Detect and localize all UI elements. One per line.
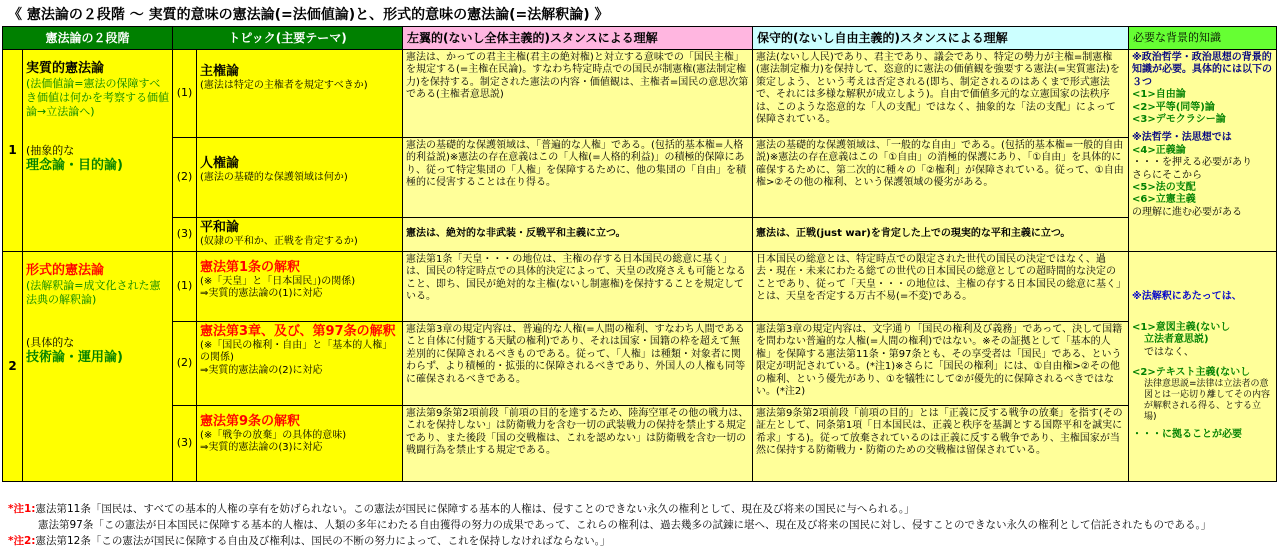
background-item: ではなく、	[1144, 346, 1194, 358]
background-item: <1>自由論	[1132, 89, 1186, 101]
background-item: <6>立憲主義	[1132, 194, 1196, 206]
background-item: 立法者意思説)	[1144, 334, 1209, 346]
footnote	[8, 501, 1211, 517]
footnote-text: 憲法第97条「この憲法が日本国民に保障する基本的人権は、人類の多年にわたる自由獲得の努力の成果であって、これらの権利は、過去幾多の試錬に堪へ、現在及び将来の国民に対し、侵すことのできない永久の権利として信託されたものである。」	[38, 519, 1212, 531]
topic-number: (2)	[173, 322, 197, 406]
page-title: 《 憲法論の２段階 〜 実質的意味の憲法論(=法価値論)と、形式的意味の憲法論(=法解釈論) 》	[8, 7, 609, 23]
background-item: の理解に進む必要がある	[1132, 206, 1243, 218]
topic-cell	[197, 50, 403, 138]
header-topic: トピック(主要テーマ)	[173, 27, 403, 50]
comparison-table	[2, 26, 1277, 482]
left-stance-cell: 憲法の基礎的な保護領域は、「普遍的な人権」である。(包括的基本権=人格的利益説)※憲法の存在意義はこの「人権(=人格的利益)」の積極的保障にあり、従って特定集団の「人権」を保障するために、他の集団の「自由」を積極的に侵害することは在り得る。	[403, 138, 753, 218]
background-item: <5>法の支配	[1132, 182, 1196, 194]
topic-cell	[197, 218, 403, 252]
topic-cell	[197, 252, 403, 322]
background-text: ※政治哲学・政治思想の背景的知識が必要。具体的には以下の３つ	[1132, 52, 1273, 88]
topic-title: 憲法第9条の解釈	[200, 414, 301, 429]
footnote-key: *注1:	[8, 503, 36, 515]
topic-number: (2)	[173, 138, 197, 218]
background-item: <3>デモクラシー論	[1132, 114, 1226, 126]
background-item: さらにそこから	[1132, 169, 1203, 181]
background-cell	[1129, 252, 1277, 482]
left-stance-cell: 憲法は、かっての君主主権(君主の絶対権)と対立する意味での「国民主権」を規定する(=主権在民論)。すなわち特定時点での国民が制憲権(憲法制定権力)を保持する。制定された憲法の内容・価値観は、主権者=国民の意思次第である(主権者意思説)	[403, 50, 753, 138]
footnote	[8, 517, 1211, 533]
topic-title: 憲法第1条の解釈	[200, 260, 301, 275]
topic-title: 主権論	[200, 64, 240, 79]
topic-mapping: ⇒実質的憲法論の(2)に対応	[200, 364, 323, 376]
background-text: ※法哲学・法思想では	[1132, 132, 1232, 144]
footnote	[8, 533, 1211, 549]
right-stance-cell: 憲法は、正戦(just war)を肯定した上での現実的な平和主義に立つ。	[753, 218, 1129, 252]
header-left-stance: 左翼的(ないし全体主義的)スタンスによる理解	[403, 27, 753, 50]
topic-mapping: ⇒実質的憲法論の(3)に対応	[200, 442, 323, 454]
left-stance-cell: 憲法第9条第2項前段「前項の目的を達するため、陸海空軍その他の戦力は、これを保持しない」は防衛戦力を含む一切の武装戦力の保持を禁止する規定であり、また後段「国の交戦権は、これを認めない」は防衛戦を含む一切の戦闘行為を禁止する規定である。	[403, 406, 753, 482]
stage-kind: 理念論・目的論)	[26, 158, 123, 174]
right-stance-cell: 憲法第3章の規定内容は、文字通り「国民の権利及び義務」であって、決して国籍を問わない普遍的な人権(=人間の権利)ではない。※その証拠として「基本的人権」を保障する憲法第11条・第97条とも、その享受者は「国民」である、という限定が明記されている。(*注1)※さらに「国民の権利」には、①自由権>②その他の権利、という優先があり、①を犠牲にして②が優先的に保障されるべきではない。(*注2)	[753, 322, 1129, 406]
stage-title: 形式的憲法論	[26, 263, 105, 278]
topic-title: 人権論	[200, 156, 240, 171]
topic-number: (1)	[173, 50, 197, 138]
stage-cell	[23, 50, 173, 252]
topic-cell	[197, 138, 403, 218]
topic-cell	[197, 406, 403, 482]
topic-number: (3)	[173, 406, 197, 482]
left-stance-cell: 憲法は、絶対的な非武装・反戦平和主義に立つ。	[403, 218, 753, 252]
footnotes	[8, 501, 1211, 549]
topic-desc: (※「天皇」と「日本国民」)の関係)	[200, 276, 356, 287]
stage-desc: (法価値論=憲法の保障すべき価値は何かを考察する価値論→立法論へ)	[26, 77, 169, 118]
background-text: ※法解釈にあたっては、	[1132, 291, 1242, 303]
right-stance-cell: 憲法第9条第2項前段「前項の目的」とは「正義に反する戦争の放棄」を指す(その証左として、同条第1項「日本国民は、正義と秩序を基調とする国際平和を誠実に希求」する)。従って放棄されているのは正義に反する戦争であり、主権国家が当然に保持する防衛戦力・防衛のための交戦権は留保されている。	[753, 406, 1129, 482]
right-stance-cell: 憲法の基礎的な保護領域は、「一般的な自由」である。(包括的基本権=一般的自由説)※憲法の存在意義はこの「①自由」の消極的保護にあり、「①自由」を具体的に確保するために、第二次的に種々の「②権利」が保障されている。従って、①自由権>②その他の権利、という保護領域の優劣がある。	[753, 138, 1129, 218]
stage-number: 2	[3, 252, 23, 482]
stage-number: 1	[3, 50, 23, 252]
stage-cell	[23, 252, 173, 482]
footnote-key: *注2:	[8, 535, 36, 547]
background-item: <2>平等(同等)論	[1132, 101, 1215, 113]
stage-kind-prefix: (抽象的な	[26, 144, 75, 157]
topic-desc: (奴隷の平和か、正戦を肯定するか)	[200, 236, 358, 247]
left-stance-cell: 憲法第1条「天皇・・・の地位は、主権の存する日本国民の総意に基く」は、国民の特定時点での具体的決定によって、天皇の改廃さえも可能となること、即ち、国民が絶対的な主権(ないし制憲権)を保持することを規定している。	[403, 252, 753, 322]
topic-desc: (憲法の基礎的な保護領域は何か)	[200, 172, 348, 183]
topic-title: 平和論	[200, 220, 240, 235]
topic-number: (3)	[173, 218, 197, 252]
footnote-text: 憲法第12条「この憲法が国民に保障する自由及び権利は、国民の不断の努力によって、これを保持しなければならない。」	[35, 535, 611, 547]
stage-kind-prefix: (具体的な	[26, 336, 75, 349]
topic-title: 憲法第3章、及び、第97条の解釈	[200, 324, 396, 339]
stage-kind: 技術論・運用論)	[26, 350, 123, 366]
background-item: 法律意思説=法律は立法者の意図とは一応切り離してその内容が解釈される得る、とする立場)	[1144, 379, 1271, 423]
background-item: ・・・を押える必要があり	[1132, 157, 1253, 169]
topic-cell	[197, 322, 403, 406]
right-stance-cell: 日本国民の総意とは、特定時点での限定された世代の国民の決定ではなく、過去・現在・未来にわたる総ての世代の日本国民の総意としての超時間的な決定のことであり、従って「天皇・・・の地位は、主権の存する日本国民の総意に基く」とは、天皇を否定する万古不易(=不変)である。	[753, 252, 1129, 322]
footnote-text: 憲法第11条「国民は、すべての基本的人権の享有を妨げられない。この憲法が国民に保障する基本的人権は、侵すことのできない永久の権利として、現在及び将来の国民に与へられる。」	[35, 503, 915, 515]
background-cell	[1129, 50, 1277, 252]
topic-desc: (※「国民の権利・自由」と「基本的人権」の関係)	[200, 340, 393, 364]
topic-desc: (憲法は特定の主権者を規定すべきか)	[200, 80, 368, 91]
header-background: 必要な背景的知識	[1129, 27, 1277, 50]
header-stage: 憲法論の２段階	[3, 27, 173, 50]
background-item: <4>正義論	[1132, 144, 1186, 156]
header-right-stance: 保守的(ないし自由主義的)スタンスによる理解	[753, 27, 1129, 50]
background-item: <2>テキスト主義(ないし	[1132, 366, 1251, 378]
stage-desc: (法解釈論=成文化された憲法典の解釈論)	[26, 279, 161, 306]
topic-number: (1)	[173, 252, 197, 322]
left-stance-cell: 憲法第3章の規定内容は、普遍的な人権(=人間の権利、すなわち人間であること自体に付随する天賦の権利)であり、それは国家・国籍の枠を超えて無差別的に保障されるべきものである。従って、「人権」は種類・対象者に関わらず、より積極的・拡張的に保障されるべきであり、外国人の人権も同等に確保されるべきである。	[403, 322, 753, 406]
right-stance-cell: 憲法(ないし人民)であり、君主であり、議会であり、特定の勢力が主権=制憲権(憲法制定権力)を保持して、恣意的に憲法の価値観を強要する憲法(=実質憲法)を策定しよう、という考えは否定される(即ち、制定されるのはあくまで形式憲法で、それには多様な解釈が成立しよう)。自由で価値多元的な立憲国家の法秩序は、このような恣意的な「人の支配」ではなく、抽象的な「法の支配」によって保障されている。	[753, 50, 1129, 138]
stage-title: 実質的憲法論	[26, 61, 105, 76]
background-item: ・・・に拠ることが必要	[1132, 429, 1243, 441]
topic-mapping: ⇒実質的憲法論の(1)に対応	[200, 288, 323, 300]
background-item: <1>意図主義(ないし	[1132, 321, 1231, 333]
topic-desc: (※「戦争の放棄」の具体的意味)	[200, 430, 347, 441]
